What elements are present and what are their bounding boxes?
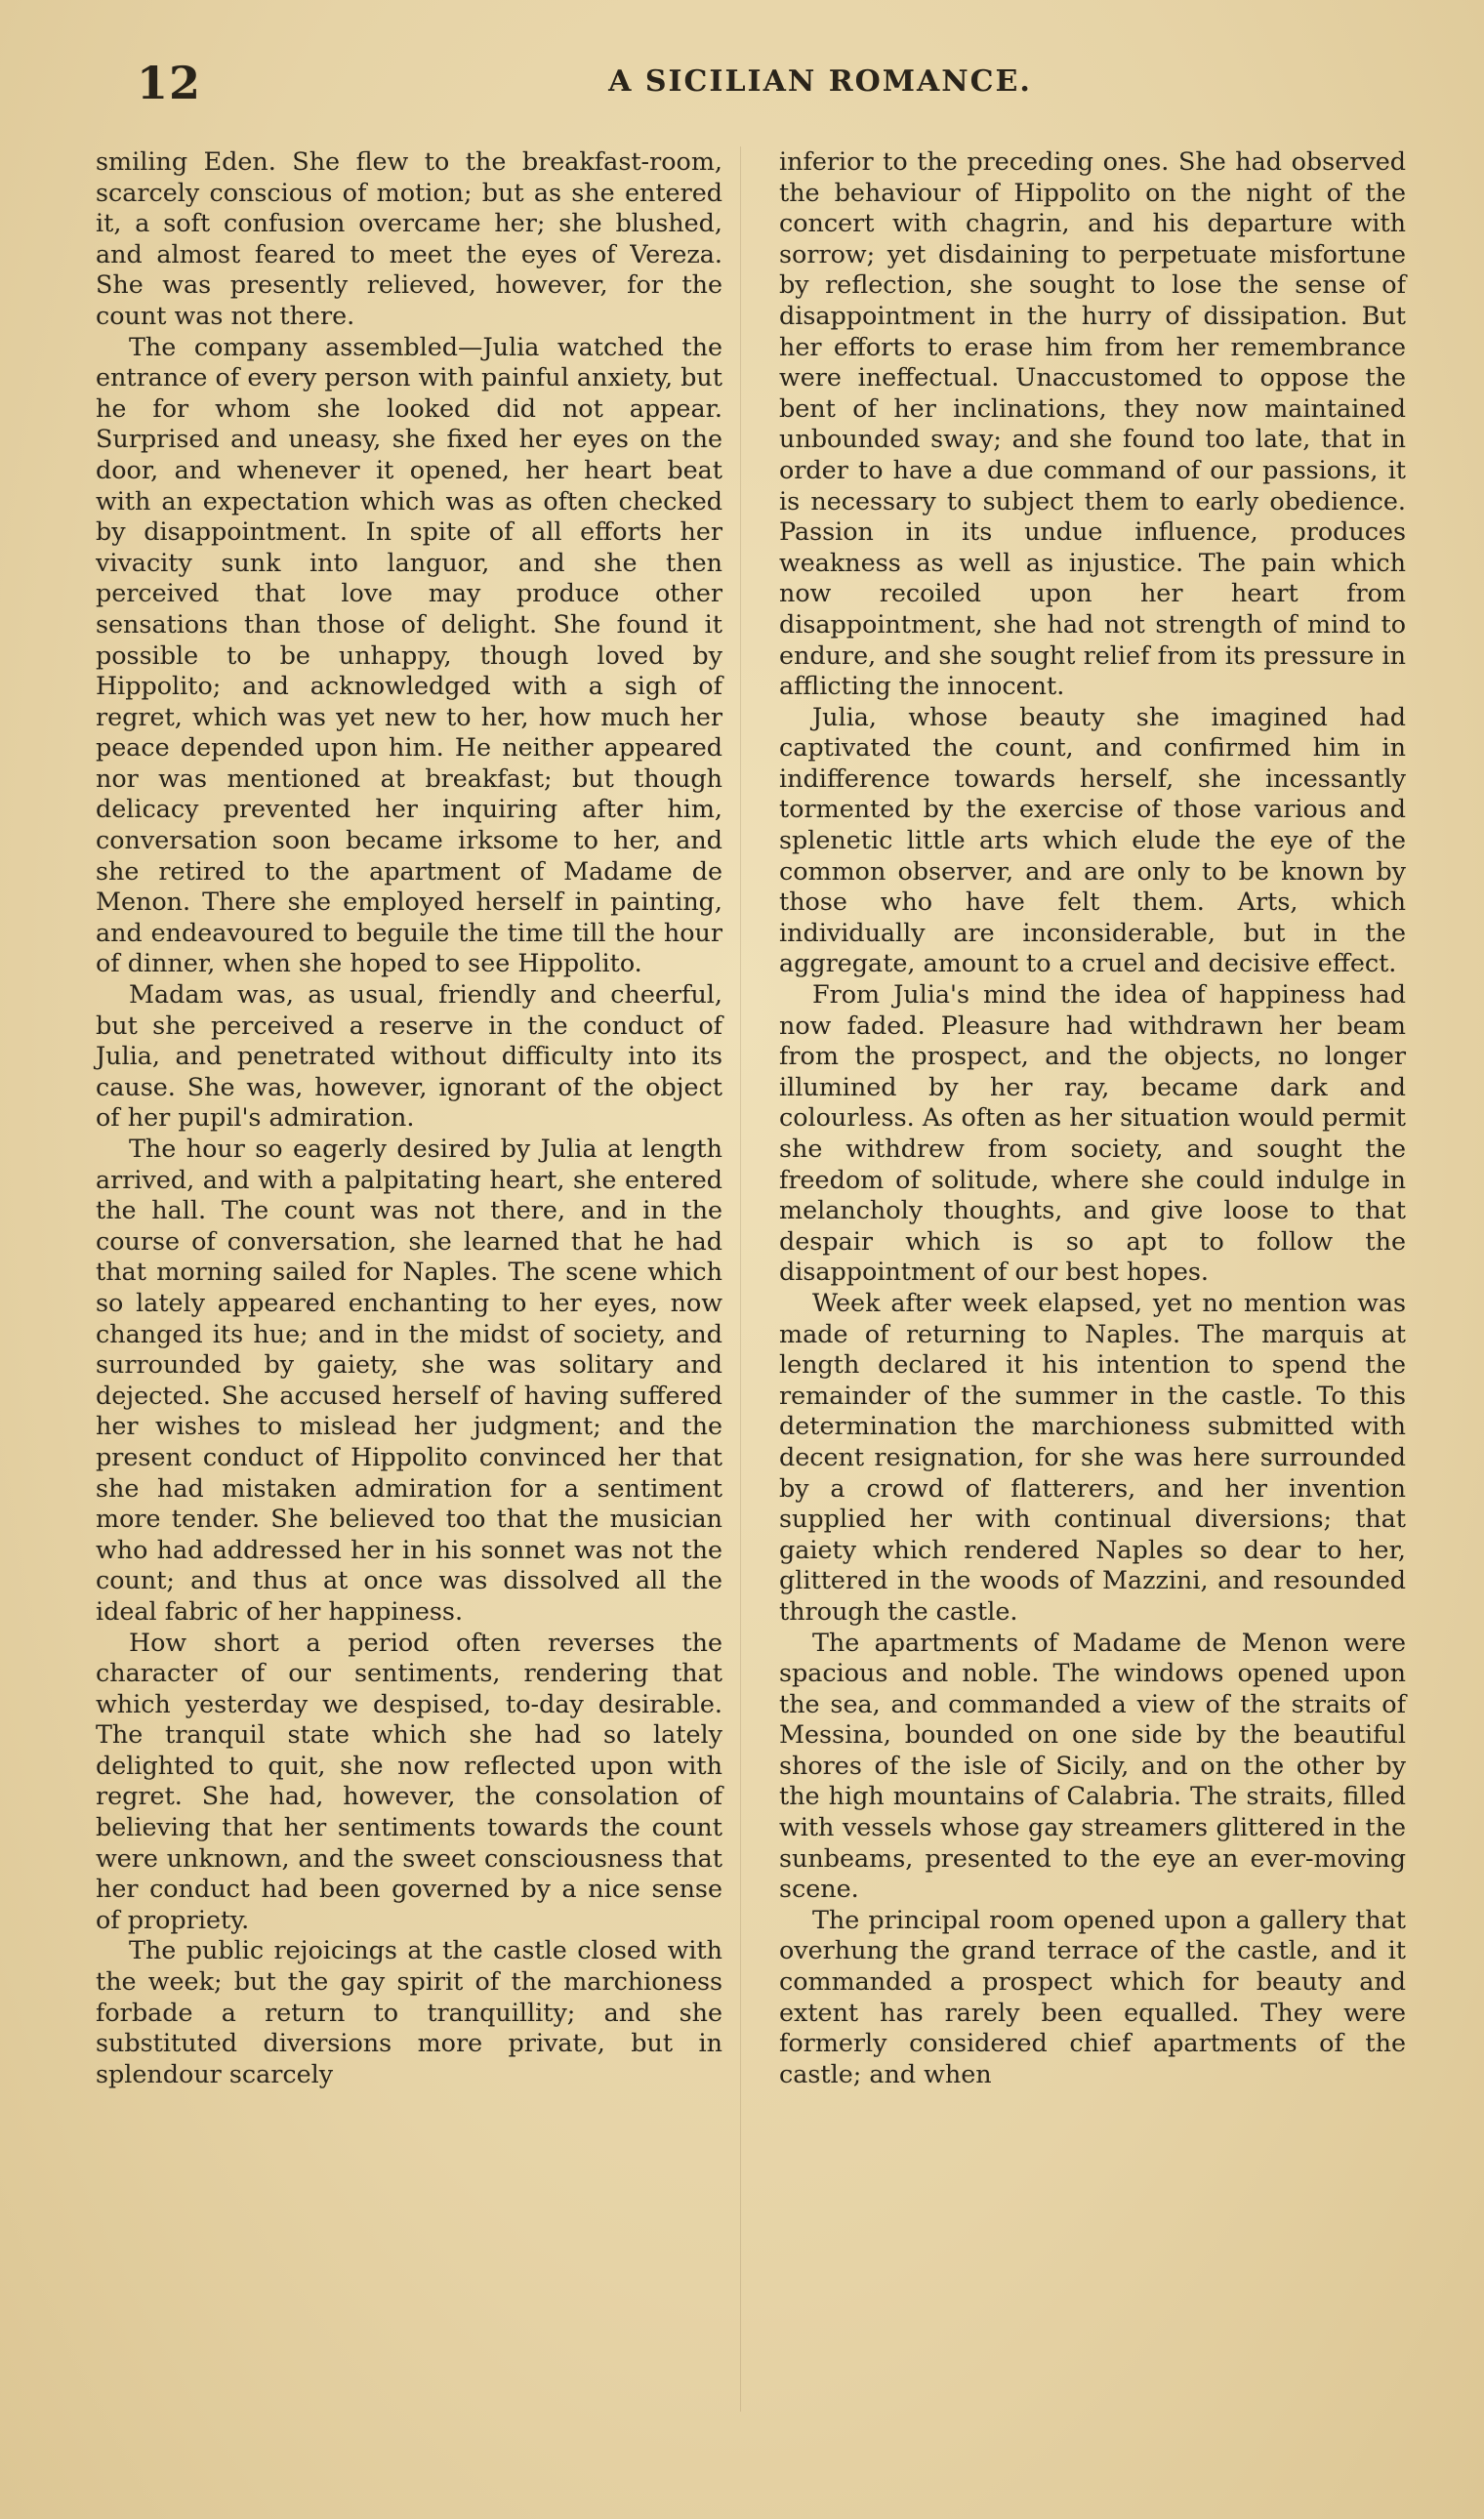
paragraph: How short a period often reverses the character of our sentiments, rendering that which yesterday we despised, to-day desirable. The tranquil state which she had so lately delighted to quit, she now reflected upon with regret. She had, however, the consolation of believing that her sentiments towards the count were unknown, and the sweet consciousness that her conduct had been governed by a nice sense of propriety. <box>96 1627 722 1934</box>
paragraph: The apartments of Madame de Menon were spacious and noble. The windows opened upon the sea, and commanded a view of the straits of Messina, bounded on one side by the beautiful shores of the isle of Sicily, and on the other by the high mountains of Calabria. The straits, filled with vessels whose gay streamers glittered in the sunbeams, presented to the eye an ever-moving scene. <box>779 1627 1406 1904</box>
paragraph: smiling Eden. She flew to the breakfast-room, scarcely conscious of motion; but as she entered it, a soft confusion overcame her; she blushed, and almost feared to meet the eyes of Vereza. She was presently relieved, however, for the count was not there. <box>96 146 722 330</box>
paragraph: The public rejoicings at the castle closed with the week; but the gay spirit of the marchioness forbade a return to tranquillity; and she substituted diversions more private, but in splendour scarcely <box>96 1935 722 2088</box>
paragraph: Madam was, as usual, friendly and cheerful, but she perceived a reserve in the conduct of Julia, and penetrated without difficulty into its cause. She was, however, ignorant of the object of her pupil's admiration. <box>96 979 722 1133</box>
paragraph: Week after week elapsed, yet no mention was made of returning to Naples. The marquis at length declared it his intention to spend the remainder of the summer in the castle. To this determination the marchioness submitted with decent resignation, for she was here surrounded by a crowd of flatterers, and her invention supplied her with continual diversions; that gaiety which rendered Naples so dear to her, glittered in the woods of Mazzini, and resounded through the castle. <box>779 1287 1406 1626</box>
left-column <box>96 146 722 2089</box>
paragraph: The hour so eagerly desired by Julia at length arrived, and with a palpitating heart, she entered the hall. The count was not there, and in the course of conversation, she learned that he had that morning sailed for Naples. The scene which so lately appeared enchanting to her eyes, now changed its hue; and in the midst of society, and surrounded by gaiety, she was solitary and dejected. She accused herself of having suffered her wishes to mislead her judgment; and the present conduct of Hippolito convinced her that she had mistaken admiration for a sentiment more tender. She believed too that the musician who had addressed her in his sonnet was not the count; and thus at once was dissolved all the ideal fabric of her happiness. <box>96 1134 722 1626</box>
paragraph: The company assembled—Julia watched the entrance of every person with painful anxiety, but he for whom she looked did not appear. Surprised and uneasy, she fixed her eyes on the door, and whenever it opened, her heart beat with an expectation which was as often checked by disappointment. In spite of all efforts her vivacity sunk into languor, and she then perceived that love may produce other sensations than those of delight. She found it possible to be unhappy, though loved by Hippolito; and acknowledged with a sigh of regret, which was yet new to her, how much her peace depended upon him. He neither appeared nor was mentioned at breakfast; but though delicacy prevented her inquiring after him, conversation soon became irksome to her, and she retired to the apartment of Madame de Menon. There she employed herself in painting, and endeavoured to beguile the time till the hour of dinner, when she hoped to see Hippolito. <box>96 331 722 978</box>
paragraph: The principal room opened upon a gallery that overhung the grand terrace of the castle, and it commanded a prospect which for beauty and extent has rarely been equalled. They were formerly considered chief apartments of the castle; and when <box>779 1904 1406 2088</box>
running-title: A SICILIAN ROMANCE. <box>608 64 1032 99</box>
page-header <box>0 57 1484 115</box>
column-divider <box>740 146 741 2412</box>
paragraph: Julia, whose beauty she imagined had captivated the count, and confirmed him in indifference towards herself, she incessantly tormented by the exercise of those various and splenetic little arts which elude the eye of the common observer, and are only to be known by those who have felt them. Arts, which individually are inconsiderable, but in the aggregate, amount to a cruel and decisive effect. <box>779 701 1406 978</box>
page-number: 12 <box>137 57 202 109</box>
paragraph: From Julia's mind the idea of happiness had now faded. Pleasure had withdrawn her beam from the prospect, and the objects, no longer illumined by her ray, became dark and colourless. As often as her situation would permit she withdrew from society, and sought the freedom of solitude, where she could indulge in melancholy thoughts, and give loose to that despair which is so apt to follow the disappointment of our best hopes. <box>779 979 1406 1287</box>
right-column <box>779 146 1406 2089</box>
paragraph: inferior to the preceding ones. She had observed the behaviour of Hippolito on the night of the concert with chagrin, and his departure with sorrow; yet disdaining to perpetuate misfortune by reflection, she sought to lose the sense of disappointment in the hurry of dissipation. But her efforts to erase him from her remembrance were ineffectual. Unaccustomed to oppose the bent of her inclinations, they now maintained unbounded sway; and she found too late, that in order to have a due command of our passions, it is necessary to subject them to early obedience. Passion in its undue influence, produces weakness as well as injustice. The pain which now recoiled upon her heart from disappointment, she had not strength of mind to endure, and she sought relief from its pressure in afflicting the innocent. <box>779 146 1406 701</box>
